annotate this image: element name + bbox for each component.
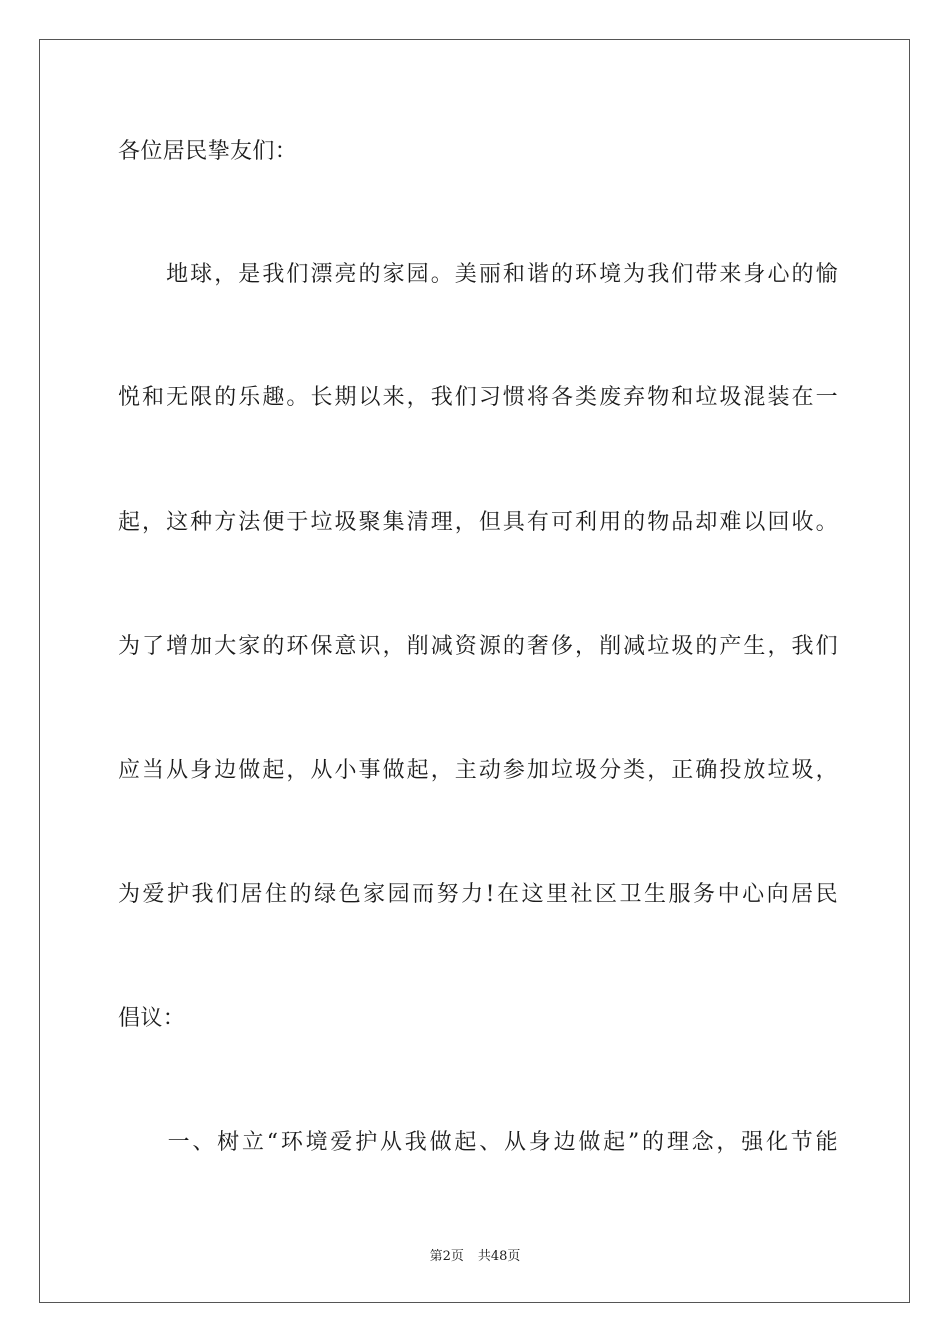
page-border [39,39,910,1303]
page-number: 第2页 [429,1249,464,1264]
body-line: 地球，是我们漂亮的家园。美丽和谐的环境为我们带来身心的愉 [118,262,838,287]
body-line: 一、树立“环境爱护从我做起、从身边做起”的理念，强化节能 [118,1130,838,1155]
body-line: 为爱护我们居住的绿色家园而努力!在这里社区卫生服务中心向居民 [118,882,838,907]
total-pages: 共48页 [477,1249,521,1264]
page-footer [0,1248,950,1266]
body-line: 悦和无限的乐趣。长期以来，我们习惯将各类废弃物和垃圾混装在一 [118,385,838,410]
body-line: 应当从身边做起，从小事做起，主动参加垃圾分类，正确投放垃圾， [118,758,838,783]
body-line: 倡议： [118,1006,186,1031]
salutation-line: 各位居民挚友们： [118,139,298,164]
body-line: 为了增加大家的环保意识，削减资源的奢侈，削减垃圾的产生，我们 [118,634,838,659]
body-line: 起，这种方法便于垃圾聚集清理，但具有可利用的物品却难以回收。 [118,510,838,535]
